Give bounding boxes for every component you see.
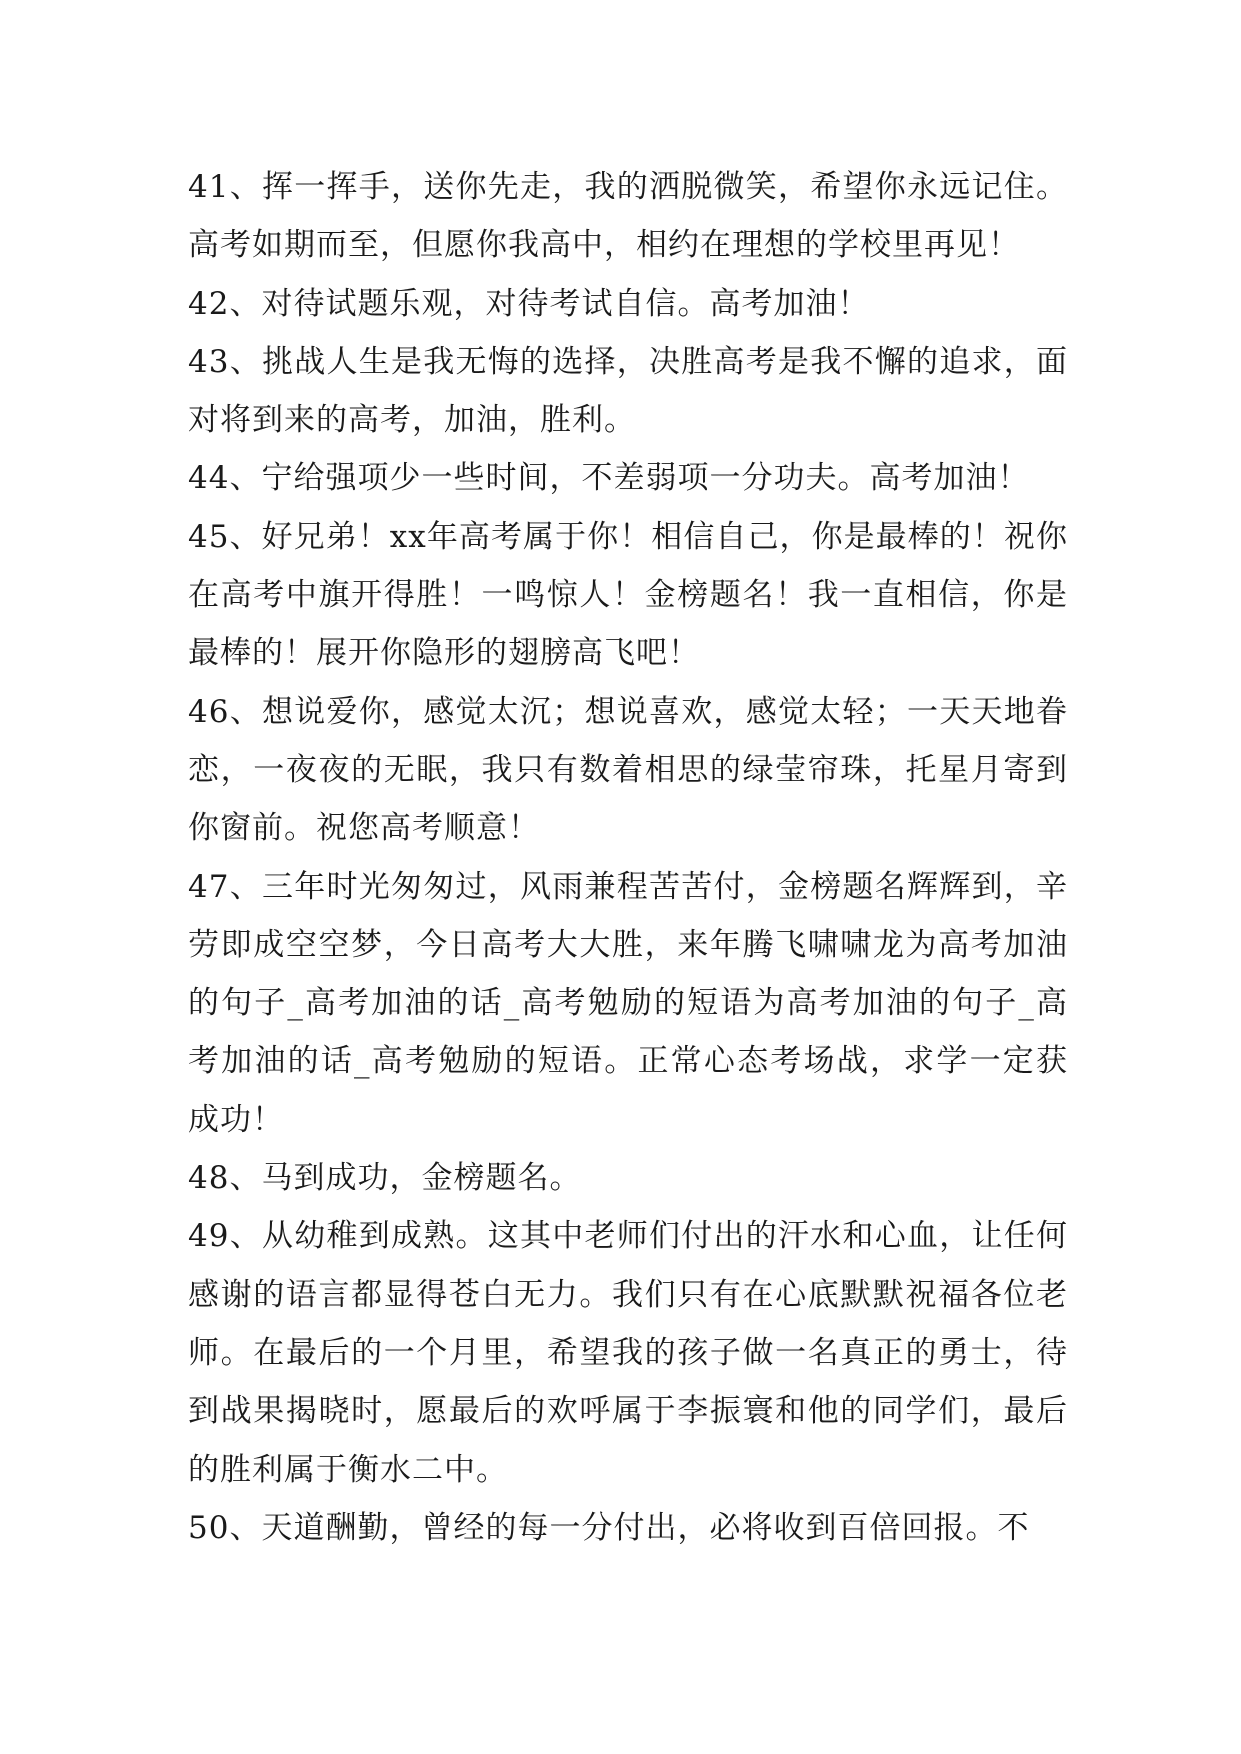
paragraph-45: 45、好兄弟！xx年高考属于你！相信自己，你是最棒的！祝你在高考中旗开得胜！一鸣惊人！金榜题名！我一直相信，你是最棒的！展开你隐形的翅膀高飞吧！ bbox=[188, 518, 1068, 672]
paragraph-44: 44、宁给强项少一些时间，不差弱项一分功夫。高考加油！ bbox=[188, 460, 1030, 497]
paragraph-50: 50、天道酬勤，曾经的每一分付出，必将收到百倍回报。不 bbox=[188, 1509, 1030, 1546]
document-page bbox=[188, 158, 1068, 1557]
paragraph-47: 47、三年时光匆匆过，风雨兼程苦苦付，金榜题名辉辉到，辛劳即成空空梦，今日高考大大胜，来年腾飞啸啸龙为高考加油的句子_高考加油的话_高考勉励的短语为高考加油的句子_高考加油的话_高考勉励的短语。正常心态考场战，求学一定获成功！ bbox=[188, 868, 1068, 1138]
paragraph-43: 43、挑战人生是我无悔的选择，决胜高考是我不懈的追求，面对将到来的高考，加油，胜利。 bbox=[188, 343, 1068, 439]
paragraph-46: 46、想说爱你，感觉太沉；想说喜欢，感觉太轻；一天天地眷恋，一夜夜的无眠，我只有数着相思的绿莹帘珠，托星月寄到你窗前。祝您高考顺意！ bbox=[188, 693, 1068, 847]
paragraph-41: 41、挥一挥手，送你先走，我的洒脱微笑，希望你永远记住。高考如期而至，但愿你我高中，相约在理想的学校里再见！ bbox=[188, 169, 1068, 264]
paragraph-42: 42、对待试题乐观，对待考试自信。高考加油！ bbox=[188, 285, 870, 322]
paragraph-49: 49、从幼稚到成熟。这其中老师们付出的汗水和心血，让任何感谢的语言都显得苍白无力。我们只有在心底默默祝福各位老师。在最后的一个月里，希望我的孩子做一名真正的勇士，待到战果揭晓时，愿最后的欢呼属于李振寰和他的同学们，最后的胜利属于衡水二中。 bbox=[188, 1218, 1068, 1488]
paragraph-48: 48、马到成功，金榜题名。 bbox=[188, 1160, 582, 1197]
